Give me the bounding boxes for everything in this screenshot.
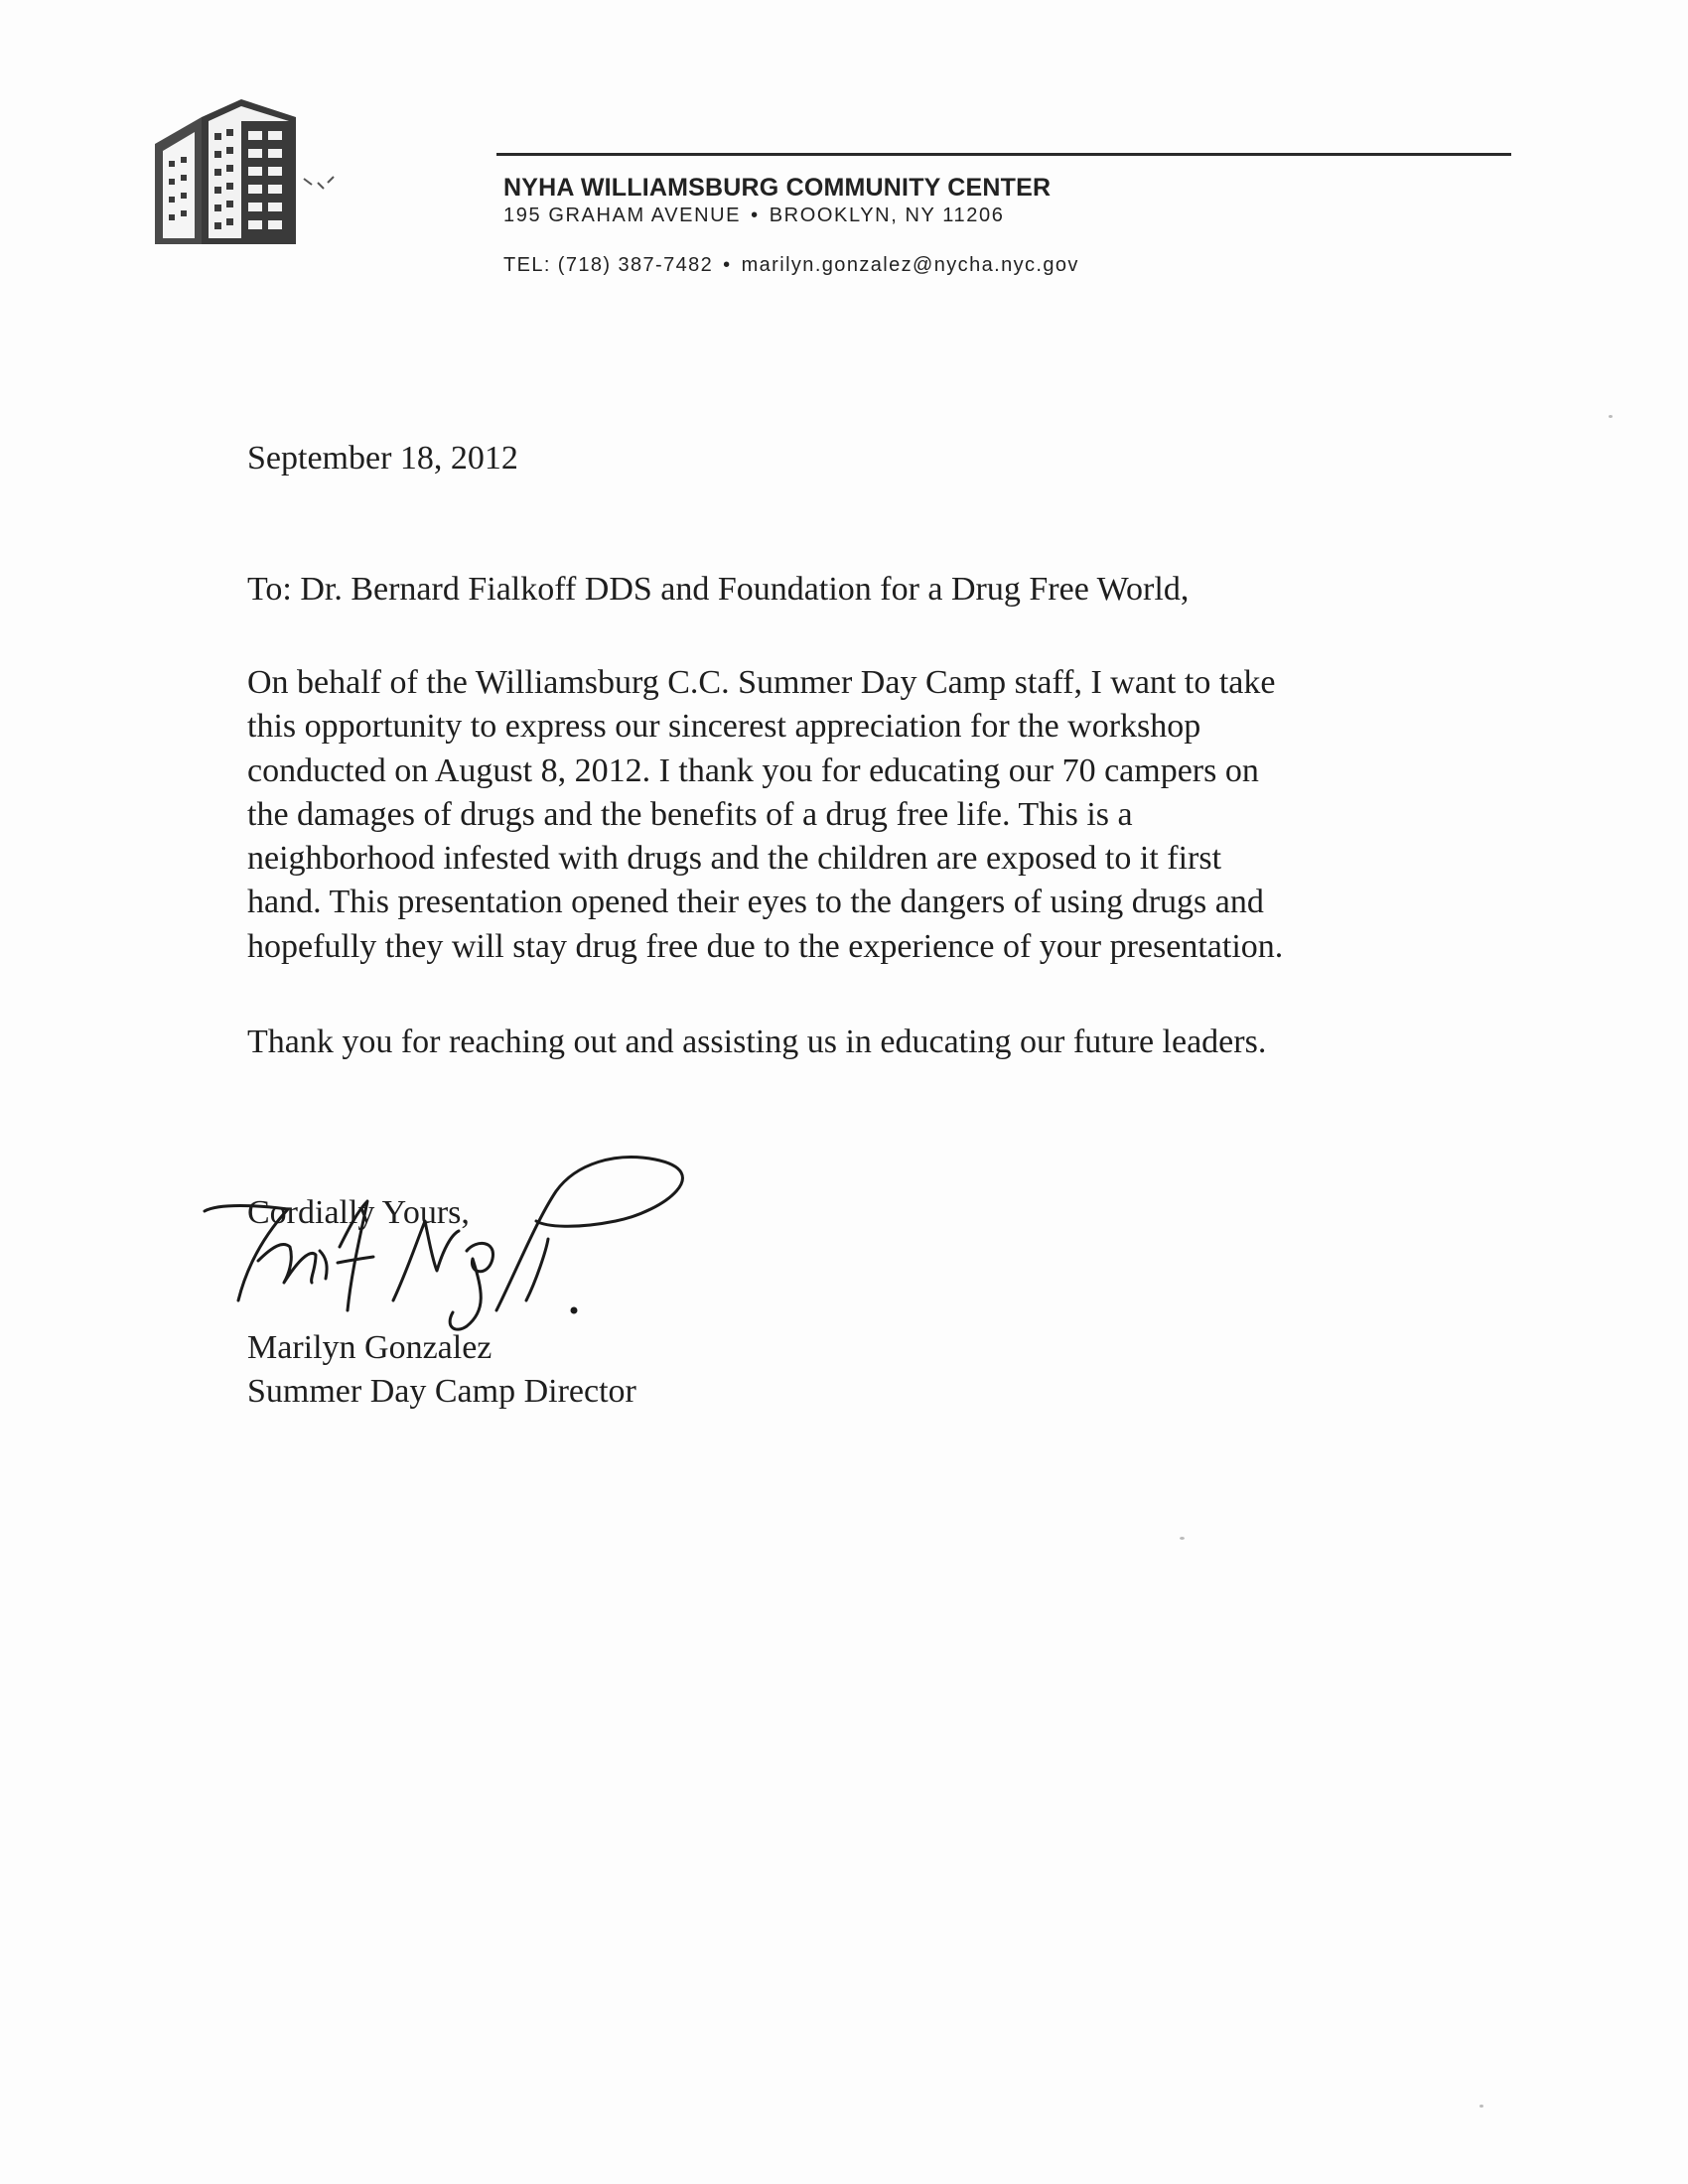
header-rule xyxy=(496,153,1511,156)
letter-thanks: Thank you for reaching out and assisting us in educating our future leaders. xyxy=(247,1024,1267,1060)
address-street: 195 GRAHAM AVENUE xyxy=(503,205,742,226)
address-bullet: • xyxy=(751,205,760,226)
phone-number: TEL: (718) 387-7482 xyxy=(503,254,714,276)
org-contact xyxy=(503,252,1079,278)
org-name: NYHA WILLIAMSBURG COMMUNITY CENTER xyxy=(503,174,1052,202)
scan-speck xyxy=(1609,415,1613,418)
signer-title: Summer Day Camp Director xyxy=(247,1373,636,1410)
body-line: hopefully they will stay drug free due to the experience of your presentation. xyxy=(247,927,1284,965)
letter-closing: Cordially Yours, xyxy=(247,1194,470,1231)
letter-body xyxy=(247,661,1478,969)
body-line: neighborhood infested with drugs and the children are exposed to it first xyxy=(247,840,1222,878)
address-city: BROOKLYN, NY 11206 xyxy=(769,205,1005,226)
scan-speck xyxy=(1479,2105,1483,2108)
letter-date: September 18, 2012 xyxy=(247,440,518,477)
body-line: the damages of drugs and the benefits of a drug free life. This is a xyxy=(247,795,1133,833)
contact-bullet: • xyxy=(723,254,732,276)
body-line: On behalf of the Williamsburg C.C. Summer Day Camp staff, I want to take xyxy=(247,664,1276,701)
scan-speck xyxy=(1180,1537,1185,1540)
org-address xyxy=(503,203,1079,228)
body-line: this opportunity to express our sincerest appreciation for the workshop xyxy=(247,708,1201,746)
letter-salutation: To: Dr. Bernard Fialkoff DDS and Foundation for a Drug Free World, xyxy=(247,571,1190,608)
building-logo-icon xyxy=(147,99,346,248)
letterhead xyxy=(503,173,1079,278)
body-line: hand. This presentation opened their eyes to the dangers of using drugs and xyxy=(247,884,1264,921)
signer-name: Marilyn Gonzalez xyxy=(247,1329,492,1366)
body-line: conducted on August 8, 2012. I thank you for educating our 70 campers on xyxy=(247,751,1259,789)
handwritten-signature xyxy=(199,1152,755,1340)
email-address: marilyn.gonzalez@nycha.nyc.gov xyxy=(741,254,1079,276)
